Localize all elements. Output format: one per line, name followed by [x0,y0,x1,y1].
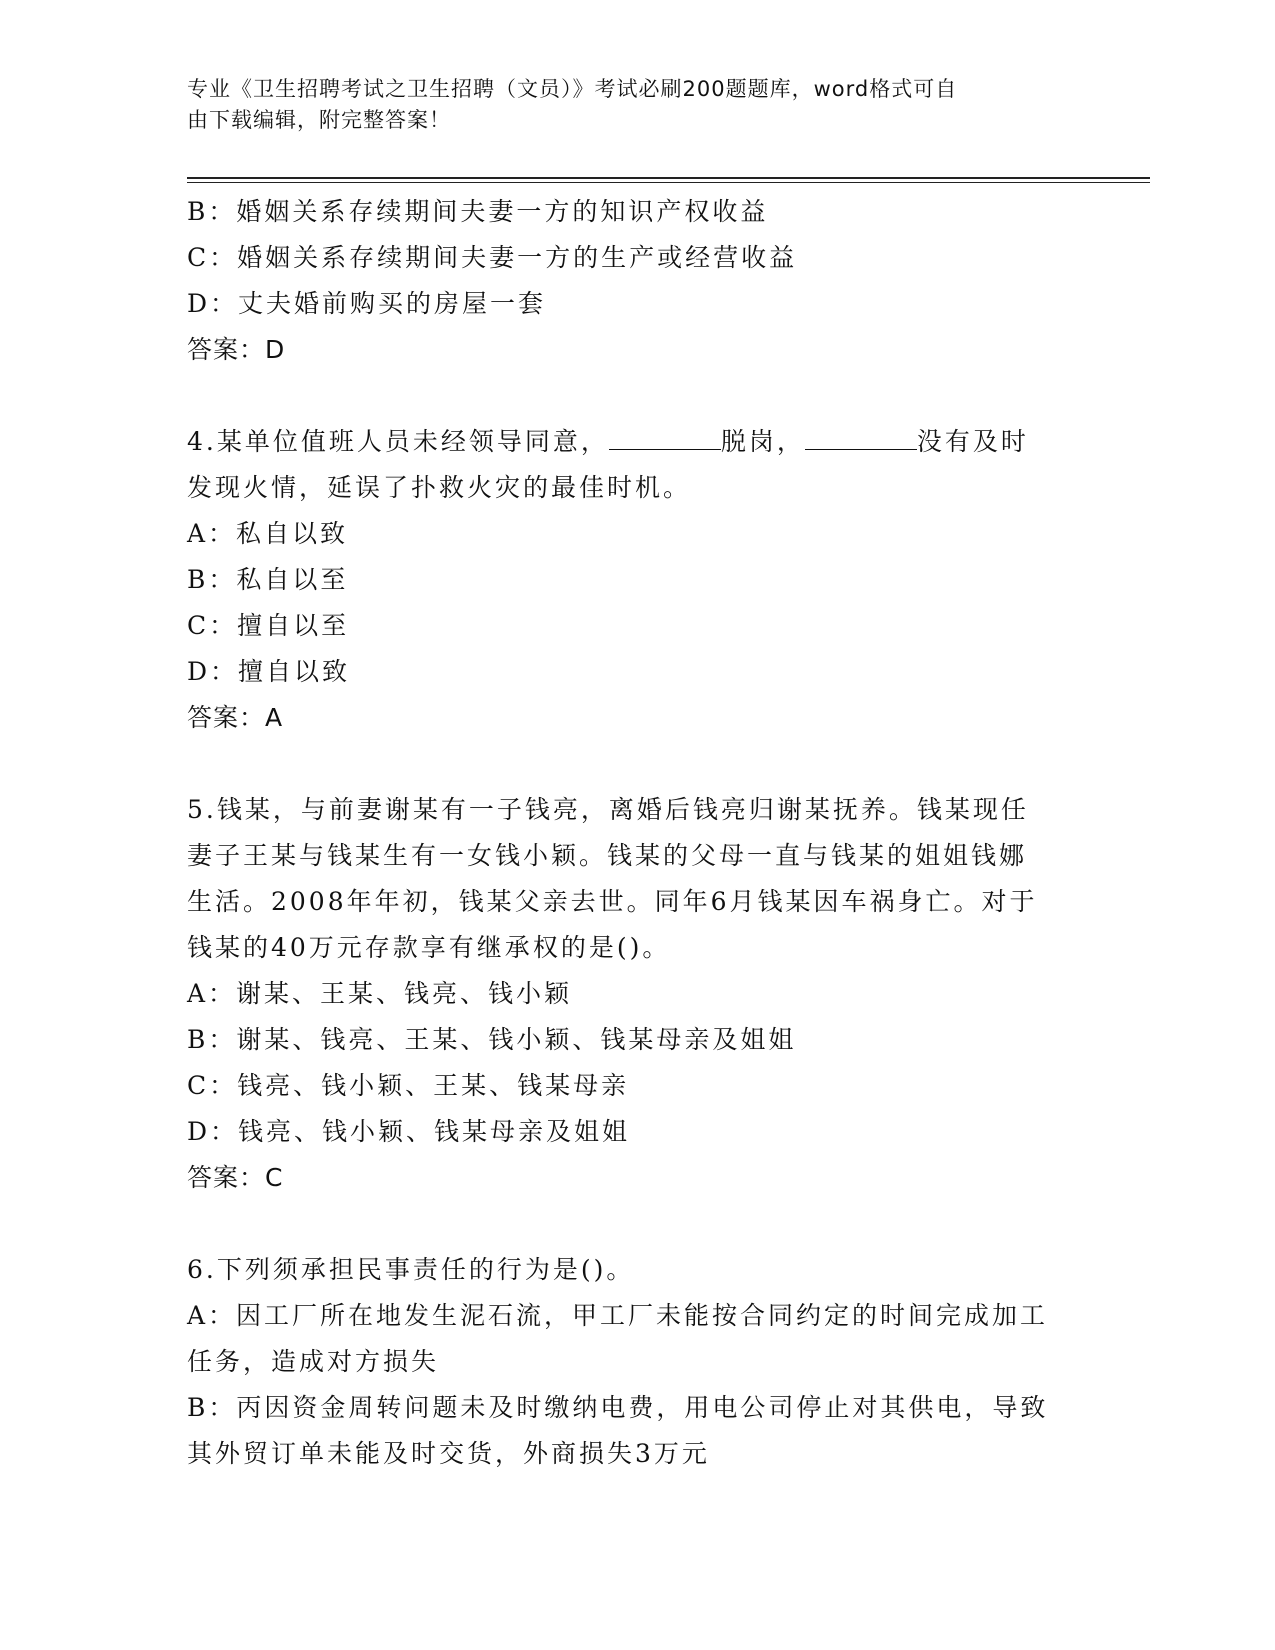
q4-option-a: A：私自以致 [187,519,349,548]
q4-stem-line-1 [187,419,1077,465]
q4-answer: 答案：A [187,703,284,732]
q5-option-d: D：钱亮、钱小颖、钱某母亲及姐姐 [187,1117,631,1146]
q3-option-b: B：婚姻关系存续期间夫妻一方的知识产权收益 [187,197,769,226]
q5-option-b: B：谢某、钱亮、王某、钱小颖、钱某母亲及姐姐 [187,1025,797,1054]
q4-stem-part-b: 脱岗， [720,427,805,456]
q6-stem: 6.下列须承担民事责任的行为是()。 [187,1255,635,1284]
q6-option-b-line-1: B：丙因资金周转问题未及时缴纳电费，用电公司停止对其供电，导致 [187,1393,1049,1422]
q4-option-b: B：私自以至 [187,565,349,594]
q6-option-a-line-1: A：因工厂所在地发生泥石流，甲工厂未能按合同约定的时间完成加工 [187,1301,1049,1330]
q4-option-d: D：擅自以致 [187,657,351,686]
spacer [187,1201,1077,1247]
q3-option-d: D：丈夫婚前购买的房屋一套 [187,289,547,318]
q4-blank-1 [609,427,721,450]
spacer [187,741,1077,787]
header-line-1: 专业《卫生招聘考试之卫生招聘（文员）》考试必刷200题题库，word格式可自 [187,77,958,101]
q4-stem-line-2: 发现火情，延误了扑救火灾的最佳时机。 [187,473,692,502]
spacer [187,373,1077,419]
q5-answer: 答案：C [187,1163,284,1192]
q3-answer: 答案：D [187,335,286,364]
question-content [187,189,1077,1477]
document-header [187,74,1067,136]
header-rule-thin [187,182,1150,183]
header-rule-thick [187,177,1150,179]
q5-stem-line-2: 妻子王某与钱某生有一女钱小颖。钱某的父母一直与钱某的姐姐钱娜 [187,841,1028,870]
q5-option-a: A：谢某、王某、钱亮、钱小颖 [187,979,573,1008]
q4-option-c: C：擅自以至 [187,611,350,640]
q3-option-c: C：婚姻关系存续期间夫妻一方的生产或经营收益 [187,243,798,272]
q6-option-a-line-2: 任务，造成对方损失 [187,1347,440,1376]
header-line-2: 由下载编辑，附完整答案！ [187,108,451,132]
q4-blank-2 [805,427,917,450]
q5-stem-line-1: 5.钱某，与前妻谢某有一子钱亮，离婚后钱亮归谢某抚养。钱某现任 [187,795,1029,824]
q5-stem-line-3: 生活。2008年年初，钱某父亲去世。同年6月钱某因车祸身亡。对于 [187,887,1038,916]
q4-stem-part-a: 4.某单位值班人员未经领导同意， [187,427,609,456]
q5-option-c: C：钱亮、钱小颖、王某、钱某母亲 [187,1071,630,1100]
q6-option-b-line-2: 其外贸订单未能及时交货，外商损失3万元 [187,1439,710,1468]
q4-stem-part-c: 没有及时 [916,427,1029,456]
q5-stem-line-4: 钱某的40万元存款享有继承权的是()。 [187,933,671,962]
